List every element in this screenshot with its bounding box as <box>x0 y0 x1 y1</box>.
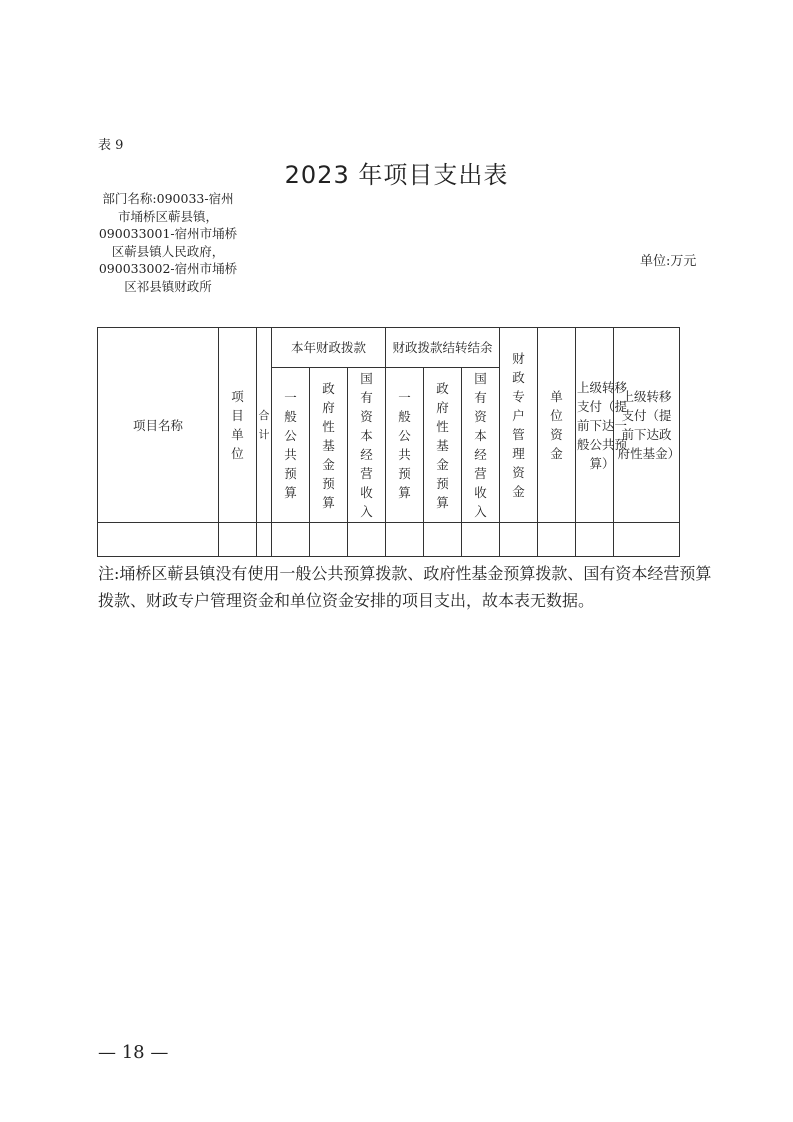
cell-special <box>500 523 538 557</box>
cell-unit-funds <box>538 523 576 557</box>
cell-co-fund <box>424 523 462 557</box>
unit-label: 单位:万元 <box>640 254 697 269</box>
header-cy-fund: 政府性基金预算 <box>310 368 348 523</box>
page-title: 2023 年项目支出表 <box>284 161 509 189</box>
header-carryover-group: 财政拨款结转结余 <box>386 328 500 368</box>
header-project-unit: 项目单位 <box>219 328 257 523</box>
header-upper-transfer-fund: 上级转移支付（提前下达政府性基金） <box>614 328 680 523</box>
project-expenditure-table <box>97 327 753 557</box>
table-row <box>98 523 753 557</box>
cell-cy-fund <box>310 523 348 557</box>
cell-upper-general <box>576 523 614 557</box>
cell-cy-general <box>272 523 310 557</box>
header-unit-funds: 单位资金 <box>538 328 576 523</box>
header-upper-transfer-general: 上级转移支付（提前下达一般公共预算） <box>576 328 614 523</box>
header-co-state: 国有资本经营收入 <box>462 368 500 523</box>
header-total: 合计 <box>257 328 272 523</box>
header-project-name: 项目名称 <box>98 328 219 523</box>
header-special-account: 财政专户管理资金 <box>500 328 538 523</box>
header-co-fund: 政府性基金预算 <box>424 368 462 523</box>
cell-project-unit <box>219 523 257 557</box>
cell-total <box>257 523 272 557</box>
header-cy-state: 国有资本经营收入 <box>348 368 386 523</box>
header-co-general: 一般公共预算 <box>386 368 424 523</box>
table-note: 注:埇桥区蕲县镇没有使用一般公共预算拨款、政府性基金预算拨款、国有资本经营预算拨款、财政专户管理资金和单位资金安排的项目支出，故本表无数据。 <box>98 564 712 610</box>
cell-co-state <box>462 523 500 557</box>
cell-project-name <box>98 523 219 557</box>
department-name: 部门名称:090033-宿州市埇桥区蕲县镇，090033001-宿州市埇桥区蕲县镇人民政府，090033002-宿州市埇桥区祁县镇财政所 <box>98 191 238 294</box>
cell-co-general <box>386 523 424 557</box>
table-number-label: 表 9 <box>98 138 124 153</box>
page-number: — 18 — <box>98 1042 169 1063</box>
cell-cy-state <box>348 523 386 557</box>
cell-upper-fund <box>614 523 680 557</box>
header-cy-general: 一般公共预算 <box>272 368 310 523</box>
header-current-year-group: 本年财政拨款 <box>272 328 386 368</box>
